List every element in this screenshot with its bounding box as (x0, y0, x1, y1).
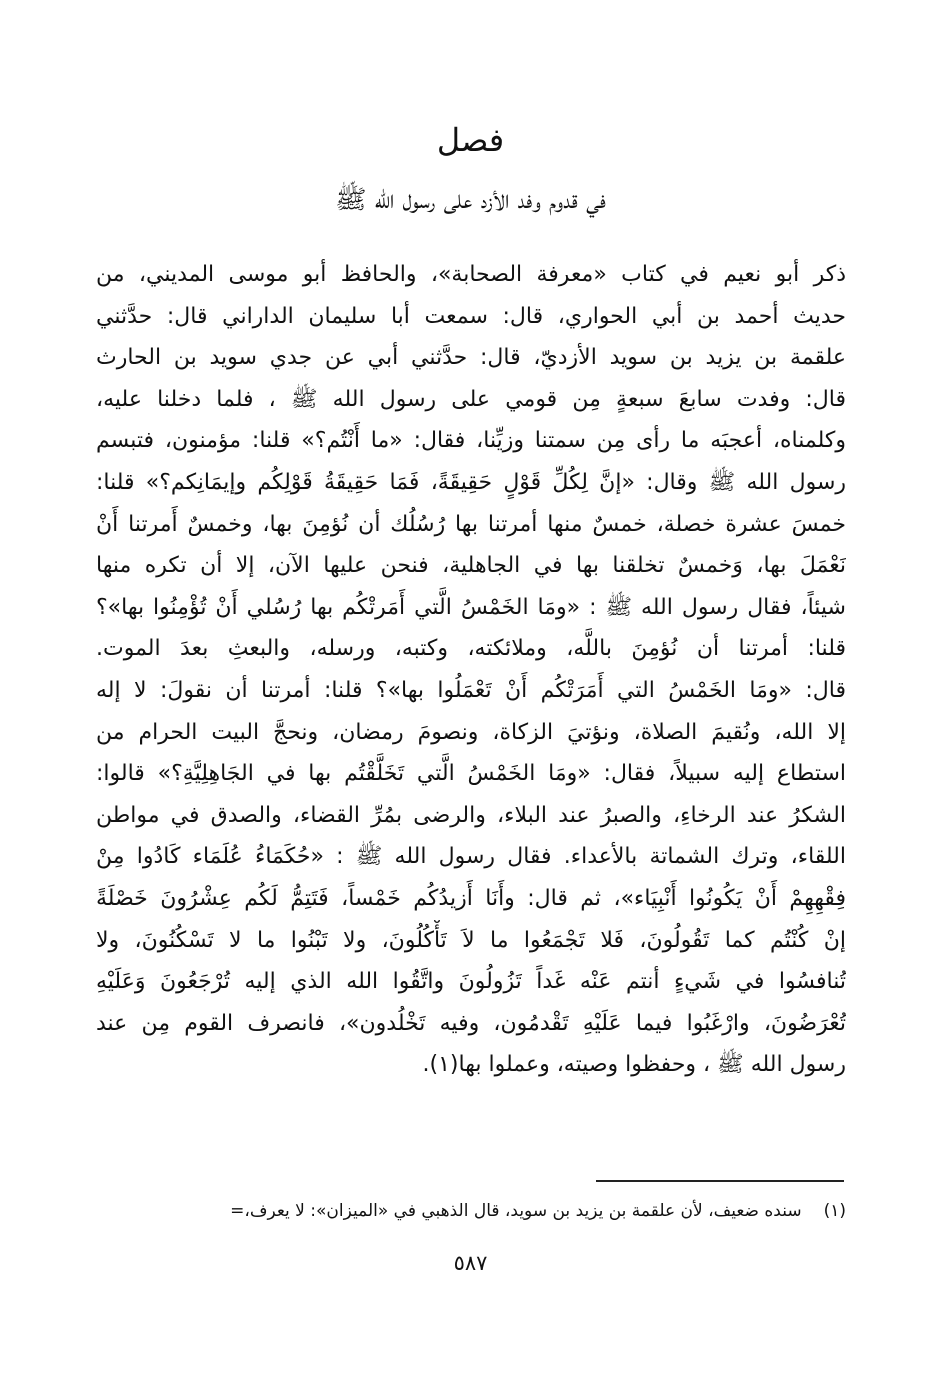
body-line: خمسَ عشرة خصلة، خمسٌ منها أمرتنا بها رُسُلُك أن نُؤمِنَ بها، وخمسٌ أَمرتنا أَنْ (96, 511, 846, 537)
body-line: علقمة بن يزيد بن سويد الأزديّ، قال: حدَّثني أبي عن جدي سويد بن الحارث (96, 345, 846, 371)
body-line: قال: «ومَا الخَمْسُ التي أَمَرَتْكُم أَنْ تَعْمَلُوا بها»؟ قلنا: أمرتنا أن نقولَ: لا إله (96, 677, 846, 703)
body-line: فِقْهِهِمْ أَنْ يَكُونُوا أَنْبِيَاء»، ثم قال: وأَنَا أَزيدُكُم خَمْساً، فَتَتِمُّ لَكُم عِشْرُونَ خَصْلَةً (96, 885, 846, 911)
footnote (96, 1196, 846, 1226)
body-line: رسول الله ﷺ ، وحفظوا وصيته، وعملوا بها(١). (422, 1052, 846, 1078)
body-line: قلنا: أمرتنا أن نُؤمِنَ باللَّه، وملائكته، وكتبه، ورسله، والبعثِ بعدَ الموت. (96, 636, 846, 662)
body-line: وكلمناه، أعجبَه ما رأى مِن سمتنا وزيِّنا، فقال: «ما أَنْتُم؟» قلنا: مؤمنون، فتبسم (96, 428, 846, 454)
body-line: شيئاً، فقال رسول الله ﷺ : «ومَا الخَمْسُ الَّتي أَمَرتْكُم بها رُسُلي أَنْ تُؤْمِنُوا بها»؟ (96, 594, 846, 620)
footnote-text: سنده ضعيف، لأن علقمة بن يزيد بن سويد، قال الذهبي في «الميزان»: لا يعرف،= (230, 1201, 802, 1221)
body-line: تُعْرَضُونَ، وارْغَبُوا فيما عَلَيْهِ تَقْدمُون، وفيه تَخْلُدون»، فانصرف القوم مِن عند (96, 1010, 846, 1036)
body-line: رسول الله ﷺ وقال: «إنَّ لِكُلِّ قَوْلٍ حَقِيقَةً، فَمَا حَقِيقَةُ قَوْلِكُم وإيمَانِكم؟» قلنا: (96, 469, 846, 495)
body-line: قال: وفدت سابعَ سبعةٍ مِن قومي على رسول الله ﷺ ، فلما دخلنا عليه، (96, 386, 846, 412)
body-line: إلا الله، ونُقيمَ الصلاة، ونؤتيَ الزكاة، ونصومَ رمضان، ونحجَّ البيت الحرام من (96, 719, 846, 745)
body-line: نَعْمَلَ بها، وَخمسٌ تخلقنا بها في الجاهلية، فنحن عليها الآن، إلا أن تكره منها (96, 553, 846, 579)
body-line: حديث أحمد بن أبي الحواري، قال: سمعت أبا سليمان الداراني قال: حدَّثني (96, 303, 846, 329)
footnote-divider (596, 1180, 844, 1182)
chapter-subtitle: في قدوم وفد الأزد على رسول الله ﷺ (335, 185, 606, 215)
body-line: الشكرُ عند الرخاءِ، والصبرُ عند البلاء، والرضى بمُرِّ القضاء، والصدق في مواطن (96, 802, 846, 828)
body-line: تُنافسُوا في شَيءٍ أنتم عَنْه غَداً تَزُولُونَ واتَّقُوا الله الذي إليه تُرْجَعُونَ وَعَلَيْهِ (96, 969, 846, 995)
page-number: ٥٨٧ (453, 1251, 488, 1275)
body-line: ذكر أبو نعيم في كتاب «معرفة الصحابة»، والحافظ أبو موسى المديني، من (96, 262, 846, 287)
body-text (96, 254, 846, 1086)
body-line: اللقاء، وترك الشماتة بالأعداء. فقال رسول الله ﷺ : «حُكَمَاءُ عُلَمَاء كَادُوا مِنْ (96, 844, 846, 870)
footnote-marker: (١) (823, 1201, 846, 1221)
body-line: استطاع إليه سبيلاً، فقال: «ومَا الخَمْسُ الَّتي تَخَلَّقْتُم بها في الجَاهِلِيَّةِ؟» قالوا: (96, 761, 846, 787)
section-heading: فصل (436, 121, 505, 159)
body-line: إنْ كُنْتُم كما تَقُولُونَ، فَلا تَجْمَعُوا ما لاَ تَأْكُلُونَ، ولا تَبْنُوا ما لا تَسْكُنُونَ، ولا (96, 927, 846, 953)
